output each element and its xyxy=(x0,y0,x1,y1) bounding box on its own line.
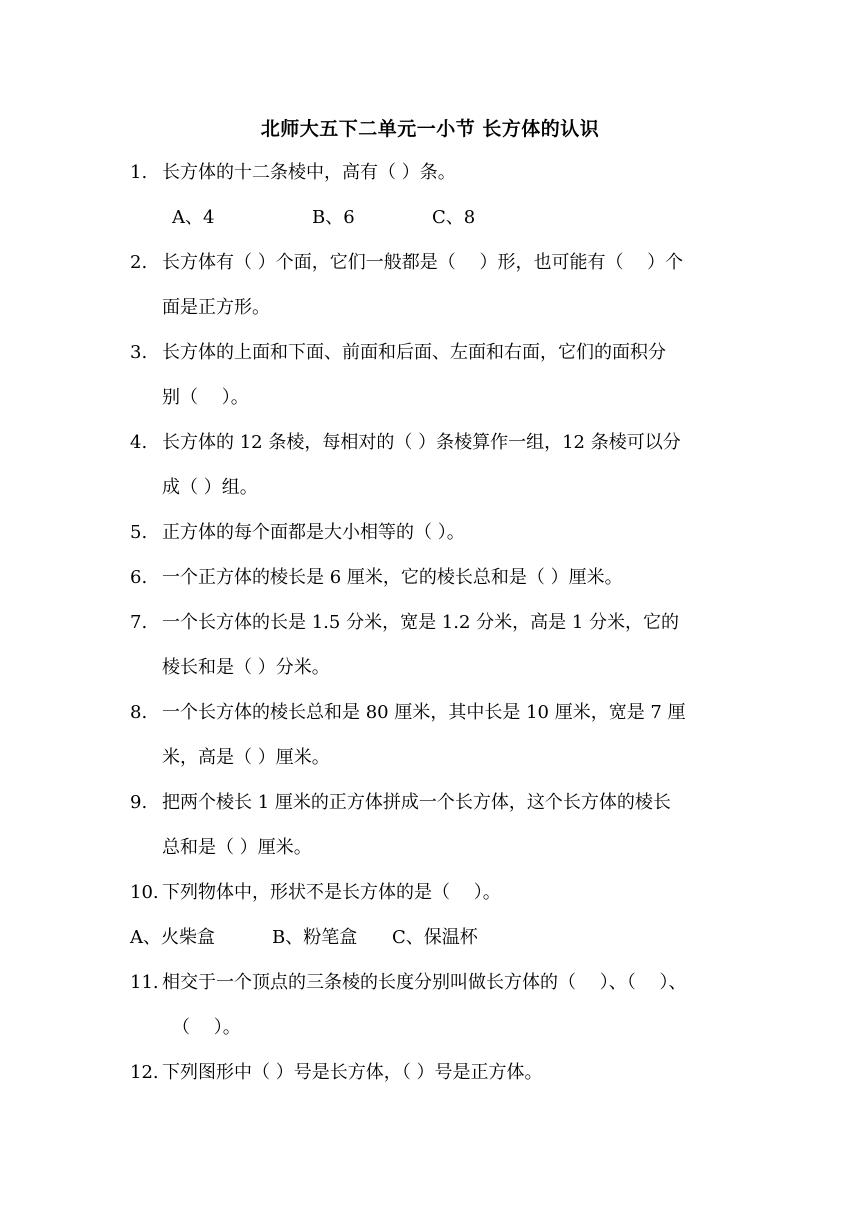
q1-option-a: A、4 xyxy=(172,207,215,228)
question-number: 6. xyxy=(130,567,148,588)
question-3-continuation: 别（ ）。 xyxy=(162,387,249,408)
question-text: 把两个棱长 1 厘米的正方体拼成一个长方体，这个长方体的棱长 xyxy=(162,792,671,813)
question-text: 正方体的每个面都是大小相等的（ ）。 xyxy=(162,522,465,543)
q1-option-b: B、6 xyxy=(312,207,355,228)
question-7-continuation: 棱长和是（ ）分米。 xyxy=(162,657,330,678)
question-number: 7. xyxy=(130,612,148,633)
question-text: 长方体的 12 条棱，每相对的（ ）条棱算作一组，12 条棱可以分 xyxy=(162,432,681,453)
question-text: 相交于一个顶点的三条棱的长度分别叫做长方体的（ ）、（ ）、 xyxy=(162,972,687,993)
question-text: 长方体的上面和下面、前面和后面、左面和右面，它们的面积分 xyxy=(162,342,666,363)
question-8-continuation: 米，高是（ ）厘米。 xyxy=(162,747,330,768)
question-text: 下列物体中，形状不是长方体的是（ ）。 xyxy=(162,882,501,903)
question-number: 11. xyxy=(130,972,159,993)
q10-option-b: B、粉笔盒 xyxy=(272,927,358,948)
question-number: 12. xyxy=(130,1062,159,1083)
q10-option-c: C、保温杯 xyxy=(392,927,478,948)
question-number: 3. xyxy=(130,342,148,363)
page-title: 北师大五下二单元一小节 长方体的认识 xyxy=(260,118,600,140)
question-text: 长方体的十二条棱中，高有（ ）条。 xyxy=(162,162,456,183)
question-number: 1. xyxy=(130,162,148,183)
question-text: 一个长方体的长是 1.5 分米，宽是 1.2 分米，高是 1 分米，它的 xyxy=(162,612,680,633)
question-2-continuation: 面是正方形。 xyxy=(162,297,270,318)
question-number: 9. xyxy=(130,792,148,813)
question-text: 下列图形中（ ）号是长方体，（ ）号是正方体。 xyxy=(162,1062,543,1083)
question-number: 5. xyxy=(130,522,148,543)
question-number: 8. xyxy=(130,702,148,723)
question-number: 2. xyxy=(130,252,148,273)
question-text: 一个正方体的棱长是 6 厘米，它的棱长总和是（ ）厘米。 xyxy=(162,567,623,588)
question-11-continuation: （ ）。 xyxy=(172,1017,241,1038)
question-text: 长方体有（ ）个面，它们一般都是（ ）形，也可能有（ ）个 xyxy=(162,252,684,273)
question-9-continuation: 总和是（ ）厘米。 xyxy=(162,837,312,858)
q10-option-a: A、火柴盒 xyxy=(130,927,215,948)
question-number: 10. xyxy=(130,882,159,903)
question-text: 一个长方体的棱长总和是 80 厘米，其中长是 10 厘米，宽是 7 厘 xyxy=(162,702,686,723)
question-number: 4. xyxy=(130,432,148,453)
q1-option-c: C、8 xyxy=(432,207,476,228)
question-4-continuation: 成（ ）组。 xyxy=(162,477,258,498)
